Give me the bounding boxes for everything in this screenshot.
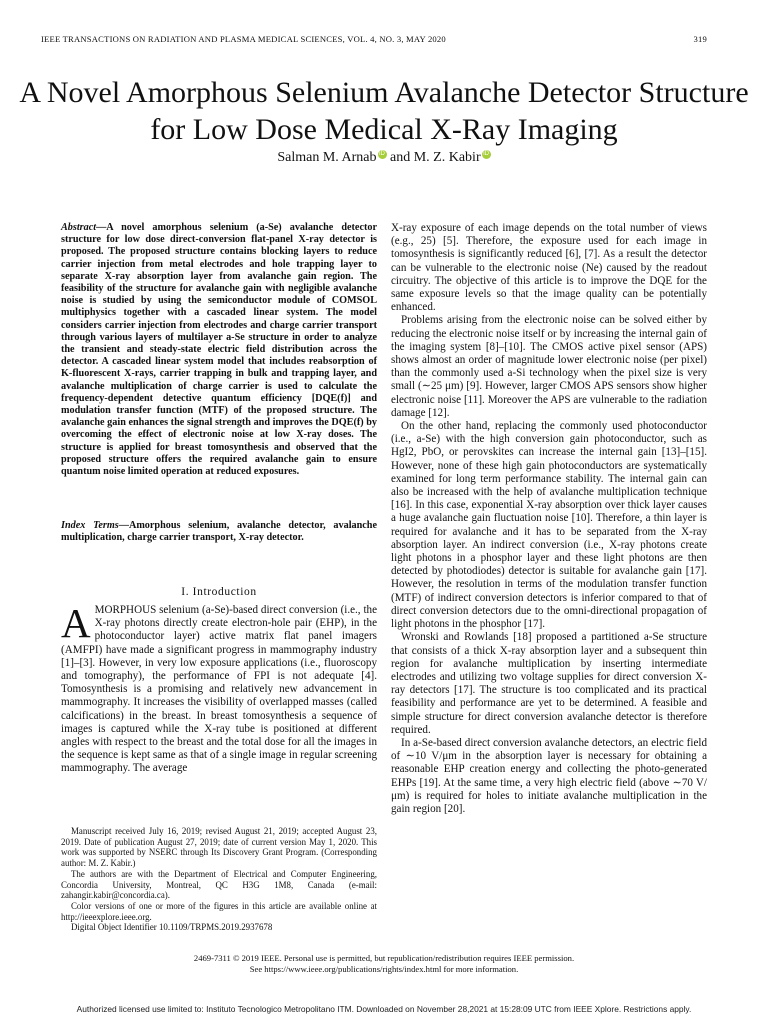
author-separator: and	[386, 150, 414, 165]
abstract	[61, 222, 377, 478]
copyright-line-1: 2469-7311 © 2019 IEEE. Personal use is permitted, but republication/redistribution requires IEEE permission.	[193, 953, 575, 963]
abstract-text: —A novel amorphous selenium (a-Se) avalanche detector structure for low dose direct-conversion flat-panel X-ray detector is proposed. The proposed structure contains blocking layers to reduce carrier injection from metal electrodes and hole trapping layer to separate X-ray absorption layer from avalanche gain region. The feasibility of the structure for avalanche gain with negligible avalanche noise is studied by using the semiconductor module of COMSOL multiphysics together with a cascaded linear system. The model considers carrier injection from electrodes and charge carrier transport through various layers of multilayer a-Se structure in order to analyze the transient and steady-state electric field distribution across the detector. A cascaded linear system model that includes reabsorption of K-fluorescent X-rays, carrier trapping in bulk and trapping layer, and avalanche multiplication of charge carrier is used to calculate the frequency-dependent detective quantum efficiency [DQE(f)] and modulation transfer function (MTF) of the proposed structure. The avalanche gain enhances the signal strength and improves the DQE(f) by overcoming the effect of electronic noise at low X-ray doses. The structure is applied for breast tomosynthesis and observed that the proposed structure offers the required avalanche gain to ensure quantum noise limited operation at reduced exposures.	[61, 222, 377, 478]
orcid-icon[interactable]: iD	[483, 151, 489, 158]
index-terms	[61, 520, 377, 544]
footnote-1: Manuscript received July 16, 2019; revised August 21, 2019; accepted August 23, 2019. Date of publication August 27, 2019; date of current version May 1, 2020. This work was supported by NSERC through Its Discovery Grant Program. (Corresponding author: M. Z. Kabir.)	[61, 826, 377, 869]
index-terms-label: Index Terms	[61, 520, 119, 531]
copyright-notice	[0, 953, 768, 974]
paragraph: In a-Se-based direct conversion avalanche detectors, an electric field of ∼10 V/μm in the absorption layer is necessary for obtaining a reasonable EHP creation energy and collecting the photo-generated EHPs [19]. At the same time, a very high electric field (above ∼70 V/μm) is required for holes to initiate avalanche multiplication in the gain region [20].	[391, 736, 707, 815]
orcid-icon[interactable]: iD	[379, 151, 385, 158]
introduction-body	[61, 600, 377, 776]
paragraph: X-ray exposure of each image depends on the total number of views (e.g., 25) [5]. Therefore, the exposure used for each image in tomosynthesis is significantly reduced [6], [7]. As a result the detector can be vulnerable to the electronic noise (Ne) caused by the readout circuitry. The objective of this article is to improve the DQE for the same exposure levels so that the image quality can be potentially enhanced.	[391, 222, 707, 314]
footnote-2: The authors are with the Department of Electrical and Computer Engineering, Concordia University, Montreal, QC H3G 1M8, Canada (e-mail: zahangir.kabir@concordia.ca).	[61, 868, 377, 901]
abstract-label: Abstract	[61, 222, 97, 233]
author-2: M. Z. Kabir	[413, 150, 481, 165]
footnote-3: Color versions of one or more of the figures in this article are available online at http://ieeexplore.ieee.org.	[61, 900, 377, 922]
footnotes	[61, 826, 377, 933]
footnote-4: Digital Object Identifier 10.1109/TRPMS.2019.2937678	[71, 922, 273, 933]
journal-name: IEEE TRANSACTIONS ON RADIATION AND PLASMA MEDICAL SCIENCES, VOL. 4, NO. 3, MAY 2020	[41, 34, 446, 44]
running-header	[41, 34, 707, 44]
intro-text: MORPHOUS selenium (a-Se)-based direct conversion (i.e., the X-ray photons directly create electron-hole pair (EHP), in the photoconductor layer) active matrix flat panel imagers (AMFPI) have made a significant progress in mammography industry [1]–[3]. However, in very low exposure applications (i.e., fluoroscopy and tomography), the performance of FPI is not adequate [4]. Tomosynthesis is a promising and relatively new advancement in mammography. It increases the visibility of overlapped masses (called calcifications) in the breast. In breast tomosynthesis a sequence of images is captured while the X-ray tube is positioned at different angles with respect to the breast and the total dose for all the images in the sequence is kept same as that of a single image in regular screening mammography. The average	[61, 604, 377, 775]
page-number: 319	[693, 34, 707, 44]
section-heading: I. Introduction	[181, 586, 257, 598]
license-notice: Authorized licensed use limited to: Instituto Tecnologico Metropolitano ITM. Downloaded on November 28,2021 at 15:28:09 UTC from IEEE Xplore. Restrictions apply.	[76, 1004, 692, 1014]
author-1: Salman M. Arnab	[277, 150, 377, 165]
drop-cap: A	[61, 600, 91, 646]
author-line	[0, 150, 768, 166]
copyright-line-2: See https://www.ieee.org/publications/rights/index.html for more information.	[249, 963, 519, 974]
paragraph: On the other hand, replacing the commonly used photoconductor (i.e., a-Se) with the high conversion gain photoconductor, such as HgI2, PbO, or perovskites can increase the internal gain [13]–[15]. However, none of these high gain photoconductors are systematically examined for long term performance stability. The internal gain can also be increased with the help of avalanche multiplication technique [16]. In this case, exponential X-ray absorption over thick layer causes a huge avalanche gain fluctuation noise [10]. Therefore, a thin layer is required for avalanche and it has to be separated from the X-ray absorption layer. An indirect conversion (i.e., X-ray photons create light photons in a phosphor layer and these light photons are then detected by photodiodes) detector is suitable for avalanche gain [17]. However, the resolution in terms of the modulation transfer function (MTF) of indirect conversion detectors is inferior compared to that of direct conversion detectors due to the omni-directional propagation of light photons in the phosphor [17].	[391, 420, 707, 631]
right-column	[391, 222, 707, 816]
paper-title: A Novel Amorphous Selenium Avalanche Detector Structure for Low Dose Medical X-Ray Imaging	[19, 76, 749, 146]
index-terms-text: —Amorphous selenium, avalanche detector, avalanche multiplication, charge carrier transport, X-ray detector.	[61, 520, 377, 544]
paragraph: Problems arising from the electronic noise can be solved either by reducing the electronic noise itself or by increasing the internal gain of the imaging system [8]–[10]. The CMOS active pixel sensor (APS) shows almost an order of magnitude lower electronic noise (per pixel) than the commonly used a-Si technology when the pixel size is very small (∼25 μm) [9]. However, larger CMOS APS sensors show higher electronic noise [11]. Moreover the APS are vulnerable to the radiation damage [12].	[391, 314, 707, 419]
paragraph: Wronski and Rowlands [18] proposed a partitioned a-Se structure that consists of a thick X-ray absorption layer and a subsequent thin region for avalanche multiplication by inserting intermediate electrodes and utilizing two voltage supplies for direct conversion X-ray detectors [17]. The structure is too complicated and its practical feasibility and performance are yet to be determined. A feasible and simple structure for direct conversion avalanche detector is therefore required.	[391, 631, 707, 736]
